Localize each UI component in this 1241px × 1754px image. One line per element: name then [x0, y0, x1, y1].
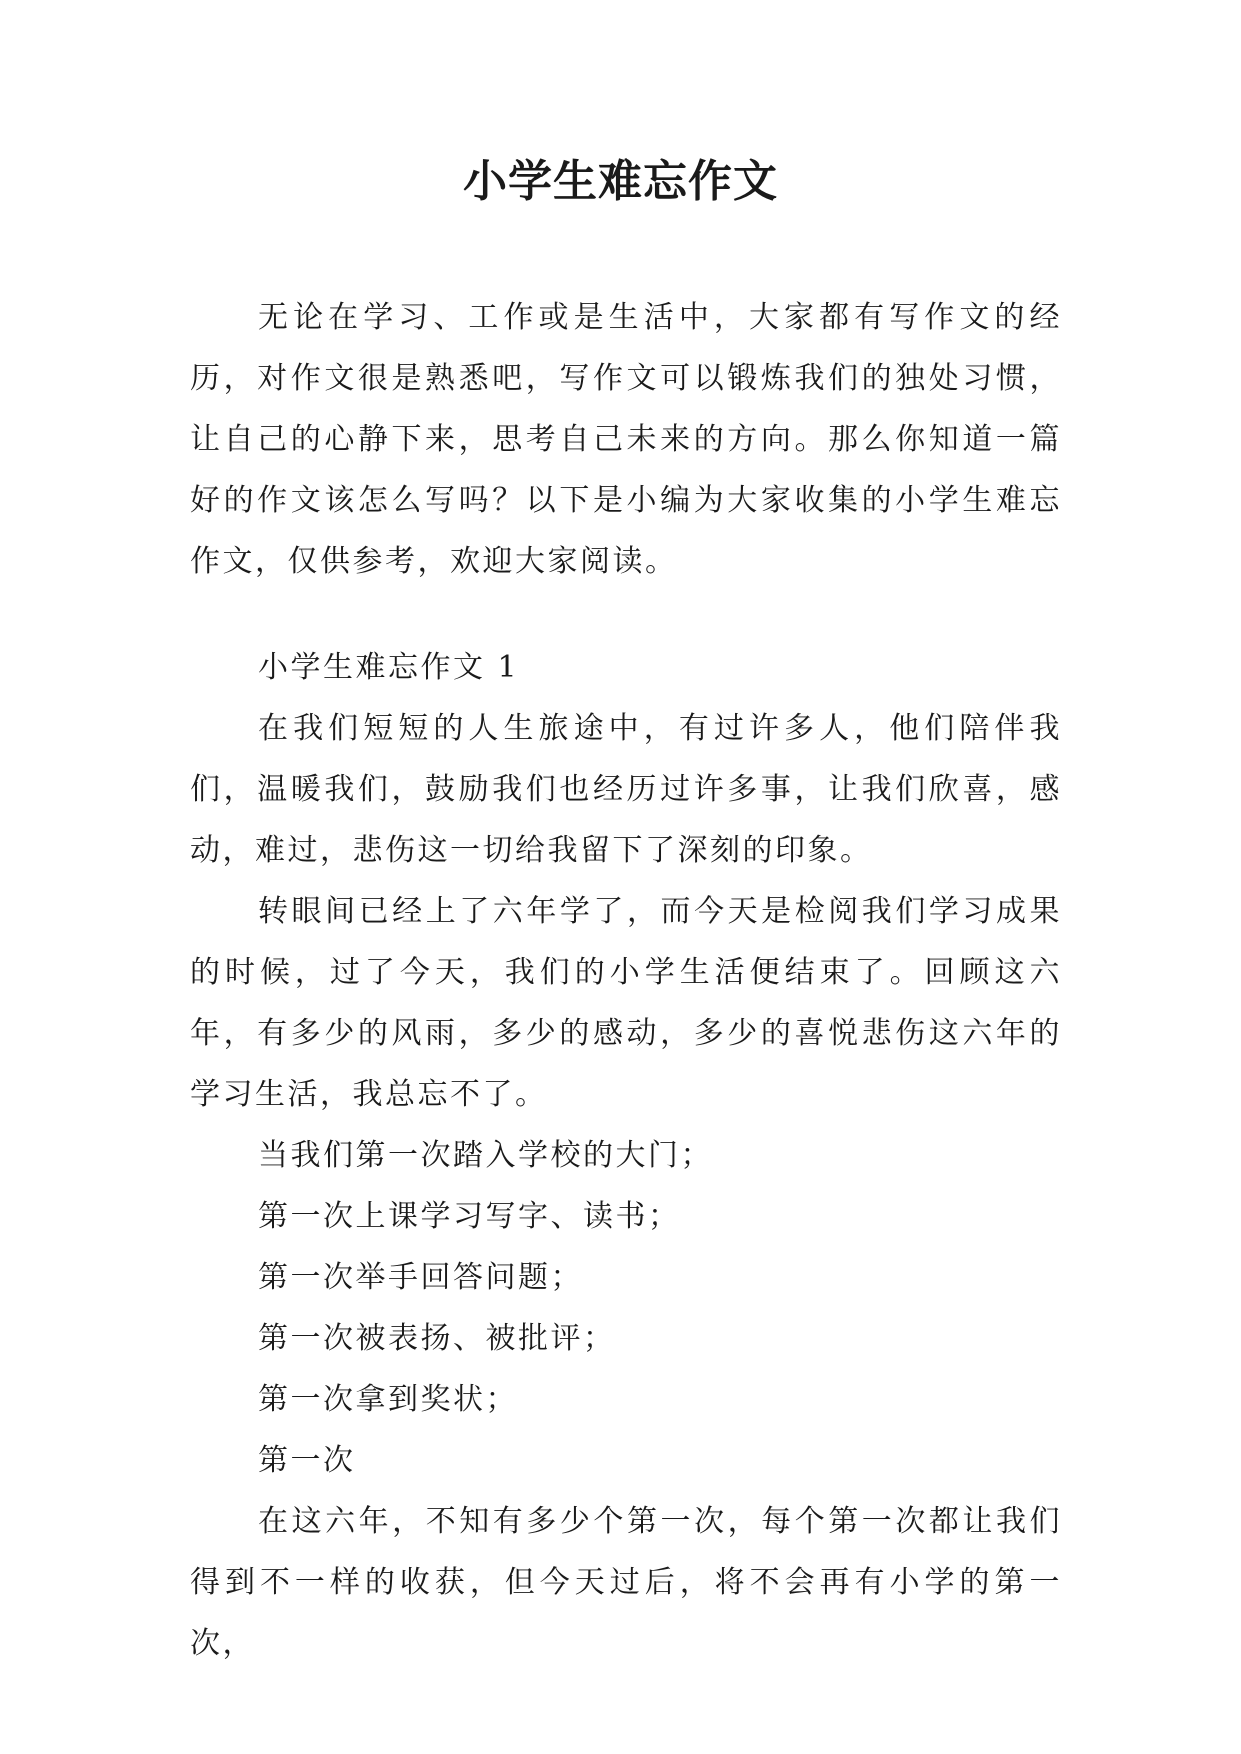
- paragraph: 第一次举手回答问题；: [258, 1260, 583, 1295]
- paragraph: 第一次: [258, 1443, 356, 1478]
- paragraph: 在我们短短的人生旅途中，有过许多人，他们陪伴我们，温暖我们，鼓励我们也经历过许多事，让我们欣喜，感动，难过，悲伤这一切给我留下了深刻的印象。: [190, 711, 1062, 868]
- paragraph: 当我们第一次踏入学校的大门；: [258, 1138, 713, 1173]
- section-heading: 小学生难忘作文 1: [258, 650, 520, 685]
- section-1: [190, 637, 1062, 1674]
- paragraph: 第一次上课学习写字、读书；: [258, 1199, 681, 1234]
- intro-paragraph: 无论在学习、工作或是生活中，大家都有写作文的经历，对作文很是熟悉吧，写作文可以锻炼我们的独处习惯，让自己的心静下来，思考自己未来的方向。那么你知道一篇好的作文该怎么写吗？以下是小编为大家收集的小学生难忘作文，仅供参考，欢迎大家阅读。: [190, 300, 1062, 579]
- paragraph: 第一次被表扬、被批评；: [258, 1321, 616, 1356]
- document-title: 小学生难忘作文: [463, 156, 778, 207]
- paragraph: 在这六年，不知有多少个第一次，每个第一次都让我们得到不一样的收获，但今天过后，将不会再有小学的第一次，: [190, 1504, 1062, 1661]
- intro-block: [190, 287, 1062, 592]
- paragraph: 第一次拿到奖状；: [258, 1382, 518, 1417]
- paragraph: 转眼间已经上了六年学了，而今天是检阅我们学习成果的时候，过了今天，我们的小学生活便结束了。回顾这六年，有多少的风雨，多少的感动，多少的喜悦悲伤这六年的学习生活，我总忘不了。: [190, 894, 1062, 1112]
